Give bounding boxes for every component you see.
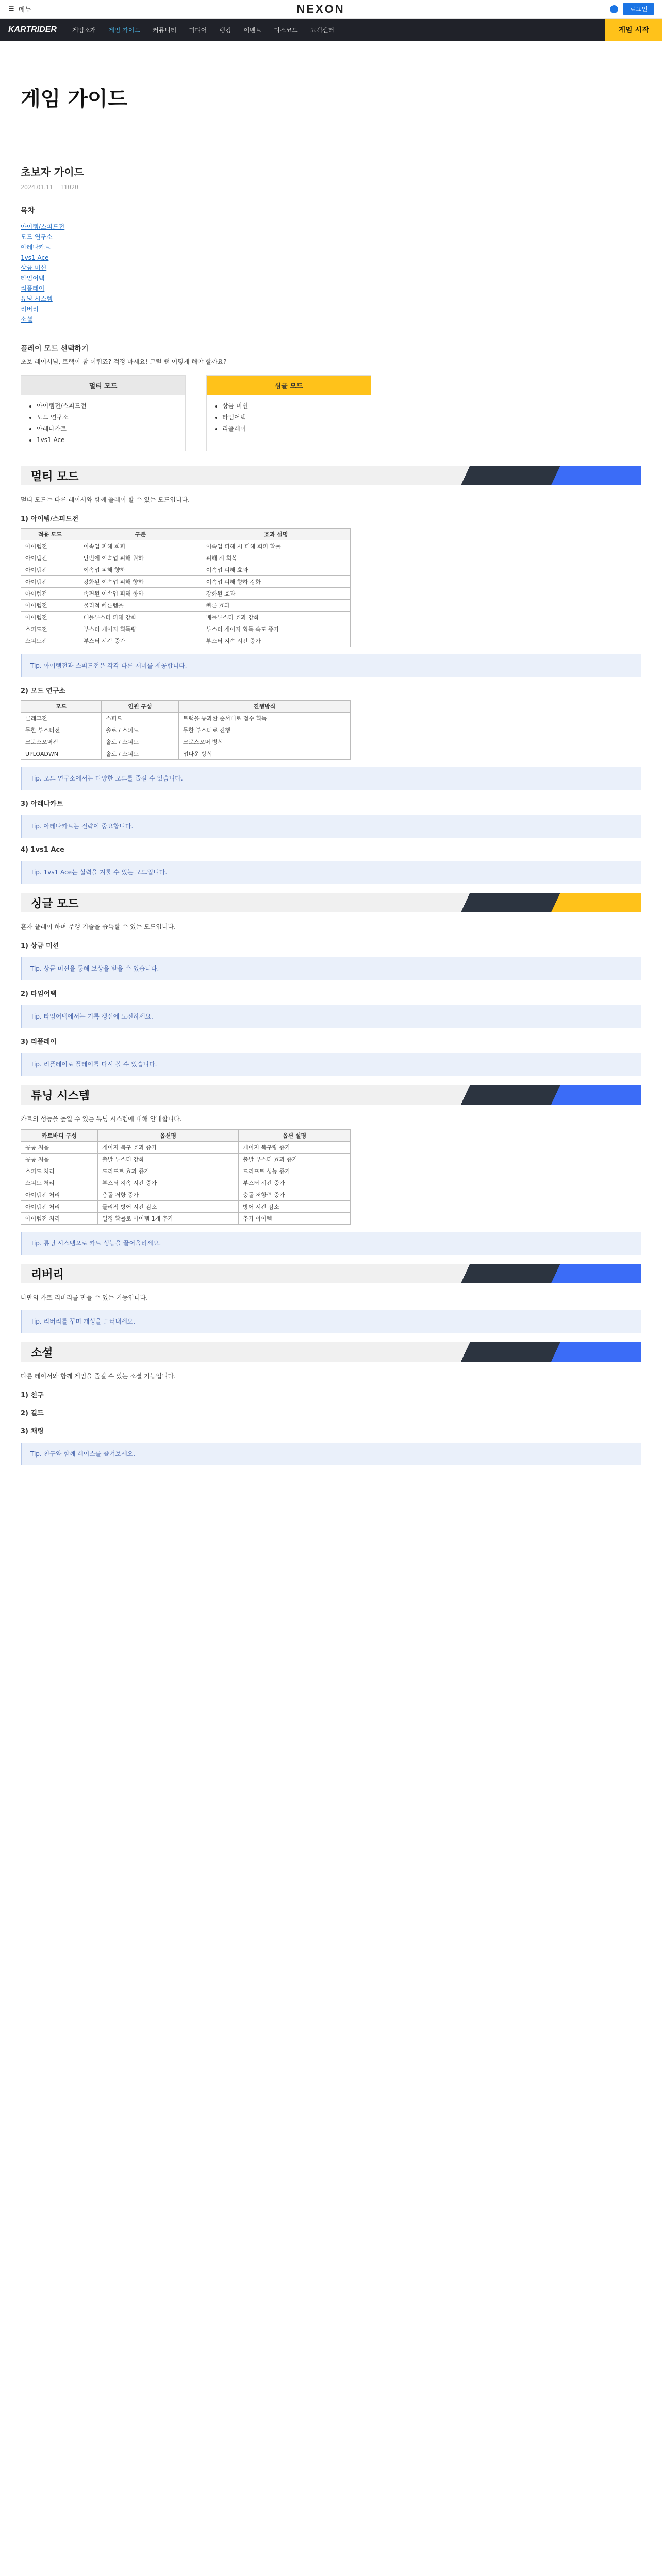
section-title: 튜닝 시스템 — [31, 1089, 90, 1103]
single-sub1: 1) 상금 미션 — [21, 942, 59, 950]
toc-link[interactable]: 아이템/스피드전 — [21, 223, 65, 230]
table-header: 옵션 설명 — [239, 1130, 351, 1142]
table-row: 스피드전 부스터 게이지 획득량 부스터 게이지 획득 속도 증가 — [21, 623, 351, 635]
table-row: 아이템전 이속업 피해 향하 이속업 피해 효과 — [21, 564, 351, 576]
article-date: 2024.01.11 — [21, 184, 53, 191]
toc-link[interactable]: 아레나카트 — [21, 244, 51, 251]
article-views: 11020 — [60, 184, 78, 191]
nav-item[interactable]: 게임소개 — [72, 26, 96, 34]
nav-item[interactable]: 고객센터 — [310, 26, 334, 34]
toc-link[interactable]: 리버리 — [21, 306, 39, 313]
table-row: 크로스오버전 솔로 / 스피드 크로스오버 방식 — [21, 736, 351, 748]
menu-label: 메뉴 — [18, 6, 31, 14]
mode-boxes — [21, 375, 641, 451]
table-header: 효과 설명 — [202, 529, 350, 540]
multi-mode-title: 멀티 모드 — [21, 376, 185, 395]
kartrider-logo[interactable]: KARTRIDER — [8, 25, 57, 34]
tip-box: Tip. 친구와 함께 레이스를 즐겨보세요. — [21, 1443, 641, 1465]
tuning-intro: 카트의 성능을 높일 수 있는 튜닝 시스템에 대해 안내합니다. — [21, 1115, 182, 1123]
tip-box: Tip. 아이템전과 스피드전은 각각 다른 재미를 제공합니다. — [21, 654, 641, 677]
tip-box: Tip. 아레나카트는 전략이 중요합니다. — [21, 815, 641, 838]
tip-box: Tip. 상금 미션을 통해 보상을 받을 수 있습니다. — [21, 957, 641, 980]
toc-heading: 목차 — [21, 207, 35, 215]
section-band-multi — [21, 466, 641, 485]
table-row: 아이템전 속편된 이속업 피해 향하 강화된 효과 — [21, 588, 351, 600]
section-band-tuning — [21, 1085, 641, 1105]
multi-intro: 멀티 모드는 다른 레이서와 함께 플레이 할 수 있는 모드입니다. — [21, 496, 190, 503]
table-row: 공통 처음 출발 부스터 강화 출발 부스터 효과 증가 — [21, 1154, 351, 1165]
list-item: • 모드 연구소 — [37, 412, 180, 423]
article-meta — [21, 184, 641, 191]
table-row: 공통 처음 게이지 복구 효과 증가 게이지 복구량 증가 — [21, 1142, 351, 1154]
list-item: • 리플레이 — [222, 423, 366, 434]
social-sub3: 3) 채팅 — [21, 1428, 44, 1435]
tip-box: Tip. 튜닝 시스템으로 카트 성능을 끌어올리세요. — [21, 1232, 641, 1255]
article-title: 초보자 가이드 — [21, 166, 84, 178]
section-title: 소셜 — [31, 1346, 53, 1360]
list-item: • 아이템전/스피드전 — [37, 400, 180, 412]
multi-mode-box — [21, 375, 186, 451]
nexon-logo[interactable]: NEXON — [296, 2, 345, 15]
top-bar — [0, 0, 662, 19]
table-row: 스피드 처리 부스터 지속 시간 증가 부스터 시간 증가 — [21, 1177, 351, 1189]
nav-item[interactable]: 커뮤니티 — [153, 26, 177, 34]
tip-box: Tip. 1vs1 Ace는 실력을 겨룰 수 있는 모드입니다. — [21, 861, 641, 884]
toc-link[interactable]: 모드 연구소 — [21, 233, 53, 241]
list-item: • 1vs1 Ace — [37, 434, 180, 446]
livery-intro: 나만의 카트 리버리를 만들 수 있는 기능입니다. — [21, 1294, 148, 1301]
nav-item[interactable]: 랭킹 — [219, 26, 231, 34]
tuning-table — [21, 1129, 351, 1225]
section-title: 싱글 모드 — [31, 897, 79, 910]
table-row: 아이템전 강화된 이속업 피해 향하 이속업 피해 향하 강화 — [21, 576, 351, 588]
tip-box: Tip. 리플레이로 플레이를 다시 볼 수 있습니다. — [21, 1053, 641, 1076]
list-item: • 타임어택 — [222, 412, 366, 423]
band-stripe — [425, 466, 641, 485]
table-row: 아이템전 이속업 피해 회피 이속업 피해 시 피해 회피 확률 — [21, 540, 351, 552]
single-intro: 혼자 플레이 하며 주행 기술을 습득할 수 있는 모드입니다. — [21, 923, 176, 930]
table-row: 스피드전 부스터 시간 증가 부스터 지속 시간 증가 — [21, 635, 351, 647]
nav-item-active[interactable]: 게임 가이드 — [108, 26, 141, 34]
play-mode-desc: 초보 레이서님, 트랙이 참 어렵죠? 걱정 마세요! 그럴 땐 어떻게 해야 할까요? — [21, 358, 227, 365]
band-stripe — [425, 1085, 641, 1105]
table-row: 아이템전 물리적 빠른템을 빠른 효과 — [21, 600, 351, 612]
section-title: 멀티 모드 — [31, 470, 79, 483]
single-sub3: 3) 리플레이 — [21, 1038, 57, 1046]
notification-icon[interactable] — [610, 5, 618, 13]
multi-sub2: 2) 모드 연구소 — [21, 687, 65, 695]
list-item: • 상금 미션 — [222, 400, 366, 412]
game-nav — [0, 19, 662, 41]
section-title: 리버리 — [31, 1268, 64, 1281]
multi-sub3: 3) 아레나카트 — [21, 800, 63, 808]
table-header: 모드 — [21, 701, 102, 713]
multi-sub1: 1) 아이템/스피드전 — [21, 515, 79, 523]
single-mode-title: 싱글 모드 — [207, 376, 371, 395]
table-row: UPLOADWN 솔로 / 스피드 업다운 방식 — [21, 748, 351, 760]
toc-link[interactable]: 소셜 — [21, 316, 33, 323]
table-header: 적용 모드 — [21, 529, 79, 540]
play-mode-heading: 플레이 모드 선택하기 — [21, 345, 89, 353]
mode-lab-table — [21, 700, 351, 760]
nav-item[interactable]: 미디어 — [189, 26, 207, 34]
hamburger-icon: ☰ — [8, 5, 14, 13]
single-mode-box — [206, 375, 371, 451]
table-row: 스피드 처리 드리프트 효과 증가 드리프트 성능 증가 — [21, 1165, 351, 1177]
table-row: 아이템전 처리 일정 확률로 아이템 1개 추가 추가 아이템 — [21, 1213, 351, 1225]
toc-link[interactable]: 상금 미션 — [21, 264, 47, 272]
table-header: 옵션명 — [98, 1130, 239, 1142]
login-button[interactable]: 로그인 — [623, 3, 654, 15]
table-row: 아이템전 배틀부스터 피해 강화 배틀부스터 효과 강화 — [21, 612, 351, 623]
section-band-livery — [21, 1264, 641, 1283]
social-intro: 다른 레이서와 함께 게임을 즐길 수 있는 소셜 기능입니다. — [21, 1372, 176, 1380]
table-row: 무한 부스터전 솔로 / 스피드 무한 부스터로 진행 — [21, 724, 351, 736]
table-row: 아이템전 처리 물리적 방어 시간 감소 방어 시간 감소 — [21, 1201, 351, 1213]
tip-box: Tip. 타임어택에서는 기록 갱신에 도전하세요. — [21, 1005, 641, 1028]
toc-list — [21, 222, 641, 325]
toc-link[interactable]: 타임어택 — [21, 275, 45, 282]
table-header: 카트바디 구성 — [21, 1130, 98, 1142]
table-header: 구분 — [79, 529, 202, 540]
tip-box: Tip. 모드 연구소에서는 다양한 모드를 즐길 수 있습니다. — [21, 767, 641, 790]
band-stripe — [425, 1342, 641, 1362]
toc-link[interactable]: 리플레이 — [21, 285, 45, 292]
table-header: 진행방식 — [178, 701, 350, 713]
page-title: 게임 가이드 — [0, 41, 662, 143]
table-row: 아이템전 처리 충돌 저항 증가 충돌 저항력 증가 — [21, 1189, 351, 1201]
tip-box: Tip. 리버리를 꾸며 개성을 드러내세요. — [21, 1310, 641, 1333]
nav-item[interactable]: 이벤트 — [243, 26, 262, 34]
table-row: 클래그전 스피드 트랙을 통과한 순서대로 점수 획득 — [21, 713, 351, 724]
toc-link[interactable]: 튜닝 시스템 — [21, 295, 53, 302]
section-band-single — [21, 893, 641, 912]
social-sub1: 1) 친구 — [21, 1392, 44, 1399]
item-effect-table — [21, 528, 351, 647]
list-item: • 아레나카트 — [37, 423, 180, 434]
band-stripe — [425, 1264, 641, 1283]
nav-item[interactable]: 디스코드 — [274, 26, 298, 34]
table-header: 인원 구성 — [102, 701, 179, 713]
table-row: 아이템전 단번에 이속업 피해 원하 피해 시 회복 — [21, 552, 351, 564]
single-sub2: 2) 타임어택 — [21, 990, 57, 998]
section-band-social — [21, 1342, 641, 1362]
game-start-button[interactable]: 게임 시작 — [605, 19, 662, 41]
toc-link[interactable]: 1vs1 Ace — [21, 254, 49, 261]
multi-sub4: 4) 1vs1 Ace — [21, 846, 64, 854]
menu-button[interactable] — [8, 4, 31, 14]
social-sub2: 2) 길드 — [21, 1410, 44, 1417]
band-stripe — [425, 893, 641, 912]
article — [0, 143, 662, 1465]
